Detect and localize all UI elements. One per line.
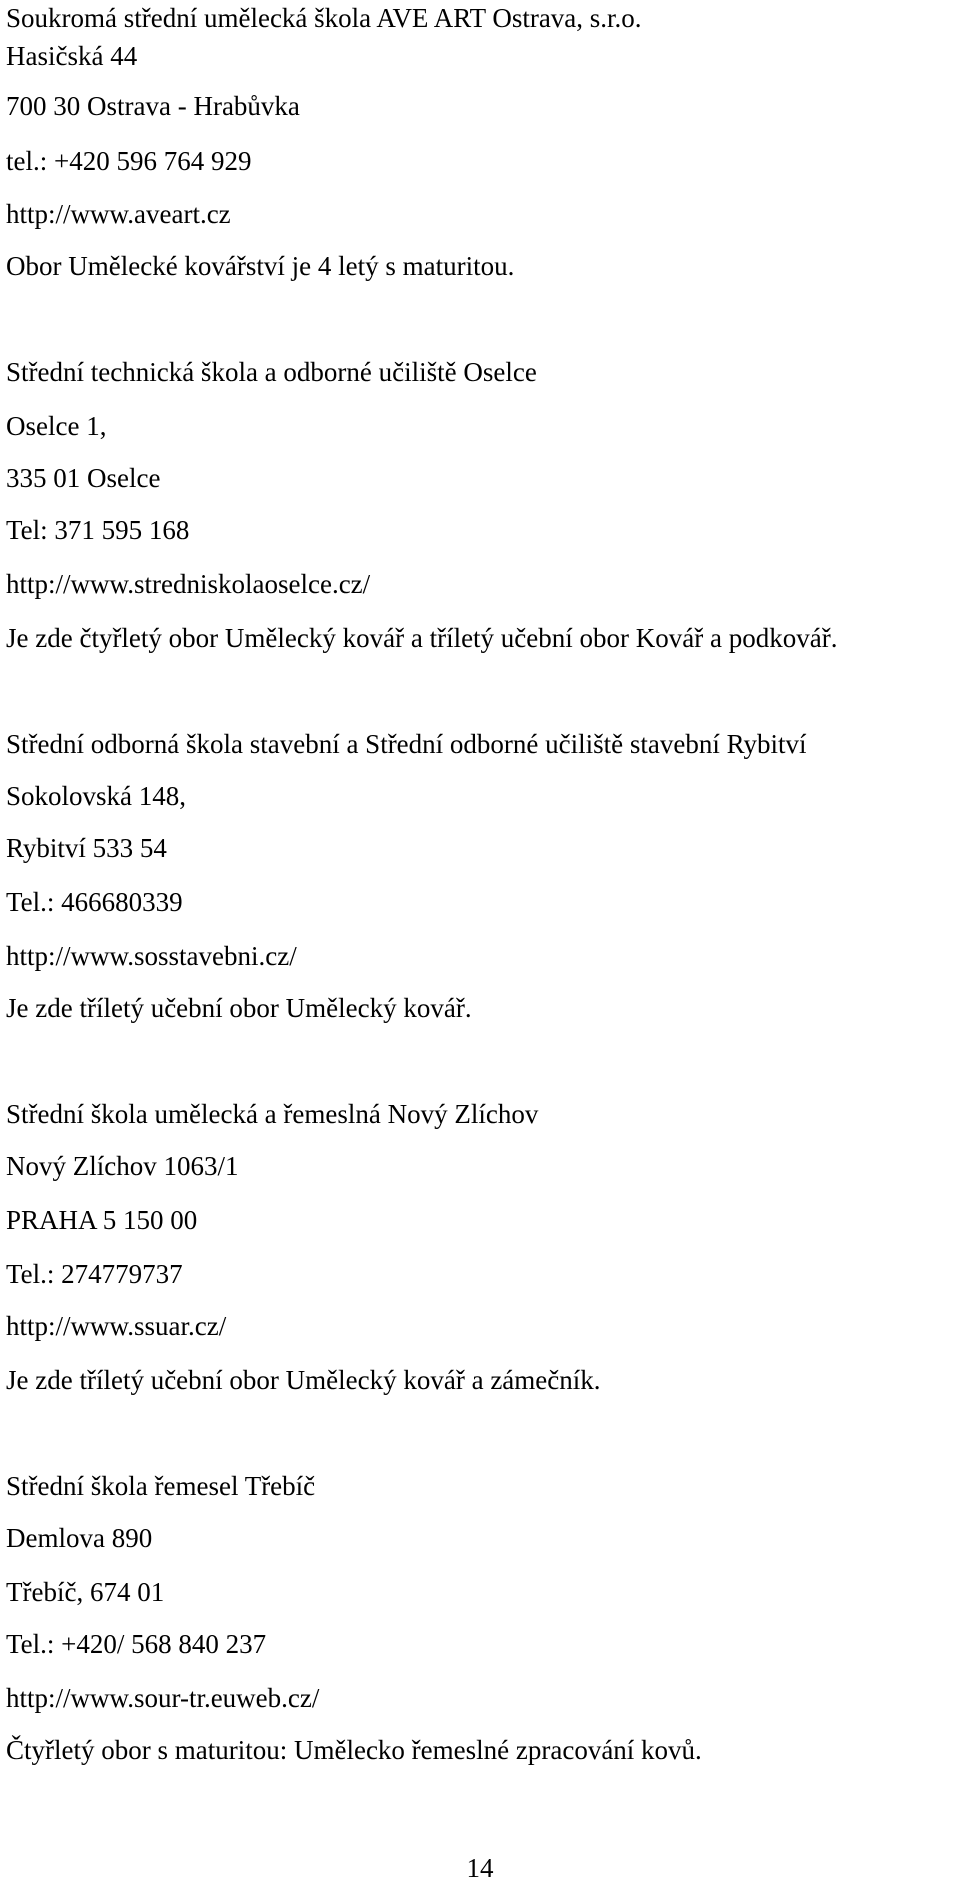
school-city: Třebíč, 674 01 bbox=[6, 1577, 165, 1607]
school-website: http://www.sour-tr.euweb.cz/ bbox=[6, 1683, 320, 1713]
school-city: 700 30 Ostrava - Hrabůvka bbox=[6, 91, 300, 121]
school-city: PRAHA 5 150 00 bbox=[6, 1205, 198, 1235]
school-program-note: Je zde tříletý učební obor Umělecký kovář. bbox=[6, 993, 472, 1023]
school-name: Střední technická škola a odborné učiliště Oselce bbox=[6, 357, 537, 387]
school-name: Soukromá střední umělecká škola AVE ART Ostrava, s.r.o. bbox=[6, 3, 642, 33]
school-street: Sokolovská 148, bbox=[6, 781, 187, 811]
school-program-note: Obor Umělecké kovářství je 4 letý s maturitou. bbox=[6, 251, 515, 281]
school-street: Oselce 1, bbox=[6, 411, 107, 441]
school-website: http://www.ssuar.cz/ bbox=[6, 1311, 227, 1341]
school-city: Rybitví 533 54 bbox=[6, 833, 167, 863]
school-phone: Tel.: +420/ 568 840 237 bbox=[6, 1629, 267, 1659]
school-street: Hasičská 44 bbox=[6, 41, 138, 71]
school-phone: Tel.: 274779737 bbox=[6, 1259, 183, 1289]
school-street: Demlova 890 bbox=[6, 1523, 153, 1553]
school-name: Střední škola umělecká a řemeslná Nový Zlíchov bbox=[6, 1099, 539, 1129]
school-phone: Tel.: 466680339 bbox=[6, 887, 183, 917]
school-name: Střední odborná škola stavební a Střední odborné učiliště stavební Rybitví bbox=[6, 729, 807, 759]
page-number: 14 bbox=[466, 1853, 494, 1883]
school-city: 335 01 Oselce bbox=[6, 463, 161, 493]
school-website: http://www.sosstavebni.cz/ bbox=[6, 941, 297, 971]
school-program-note: Je zde čtyřletý obor Umělecký kovář a tříletý učební obor Kovář a podkovář. bbox=[6, 623, 838, 653]
school-phone: tel.: +420 596 764 929 bbox=[6, 146, 252, 176]
school-website: http://www.stredniskolaoselce.cz/ bbox=[6, 569, 371, 599]
school-website: http://www.aveart.cz bbox=[6, 199, 231, 229]
school-street: Nový Zlíchov 1063/1 bbox=[6, 1151, 239, 1181]
school-program-note: Čtyřletý obor s maturitou: Umělecko řemeslné zpracování kovů. bbox=[6, 1735, 702, 1765]
school-name: Střední škola řemesel Třebíč bbox=[6, 1471, 316, 1501]
school-program-note: Je zde tříletý učební obor Umělecký kovář a zámečník. bbox=[6, 1365, 601, 1395]
school-phone: Tel: 371 595 168 bbox=[6, 515, 190, 545]
